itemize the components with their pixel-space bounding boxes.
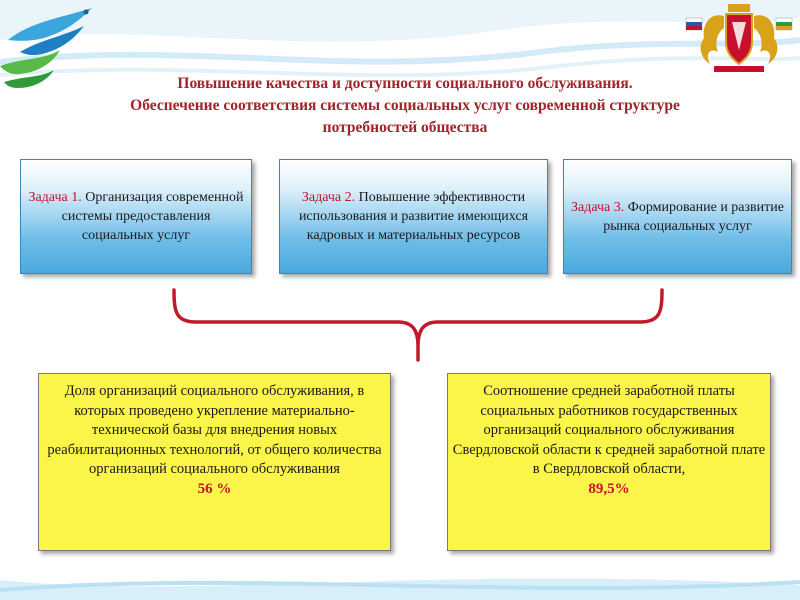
task-3-label: Задача 3. (571, 199, 625, 215)
result-2-text: Соотношение средней заработной платы социальных работников государственных организаций социального обслуживания Свердловской области к средней заработной плате в Свердловской области, (452, 383, 766, 477)
task-box-3 (563, 159, 792, 274)
title-line-1: Повышение качества и доступности социального обслуживания. (177, 75, 633, 92)
task-1-text: Организация современной системы предоставления социальных услуг (61, 190, 244, 243)
title-line-2: Обеспечение соответствия системы социальных услуг современной структуре (130, 97, 680, 114)
task-box-2 (279, 159, 548, 274)
result-box-2 (447, 373, 771, 551)
task-2-label: Задача 2. (301, 190, 356, 205)
task-2-text: Повышение эффективности использования и развитие имеющихся кадровых и материальных ресурсов (298, 190, 529, 243)
result-box-1 (38, 373, 391, 551)
footer-waves (0, 560, 800, 600)
result-1-text: Доля организаций социального обслуживания, в которых проведено укрепление материально-технической базы для внедрения новых реабилитационных технологий, от общего количества организаций социального обслуживания (47, 383, 382, 477)
slide-title (40, 73, 770, 139)
task-box-1 (20, 159, 252, 274)
title-line-3: потребностей общества (322, 119, 488, 136)
task-3-text: Формирование и развитие рынка социальных услуг (603, 199, 784, 234)
coat-of-arms-icon (684, 2, 794, 77)
result-2-value: 89,5% (588, 480, 630, 497)
task-1-label: Задача 1. (28, 190, 82, 205)
result-1-value: 56 % (197, 480, 232, 497)
